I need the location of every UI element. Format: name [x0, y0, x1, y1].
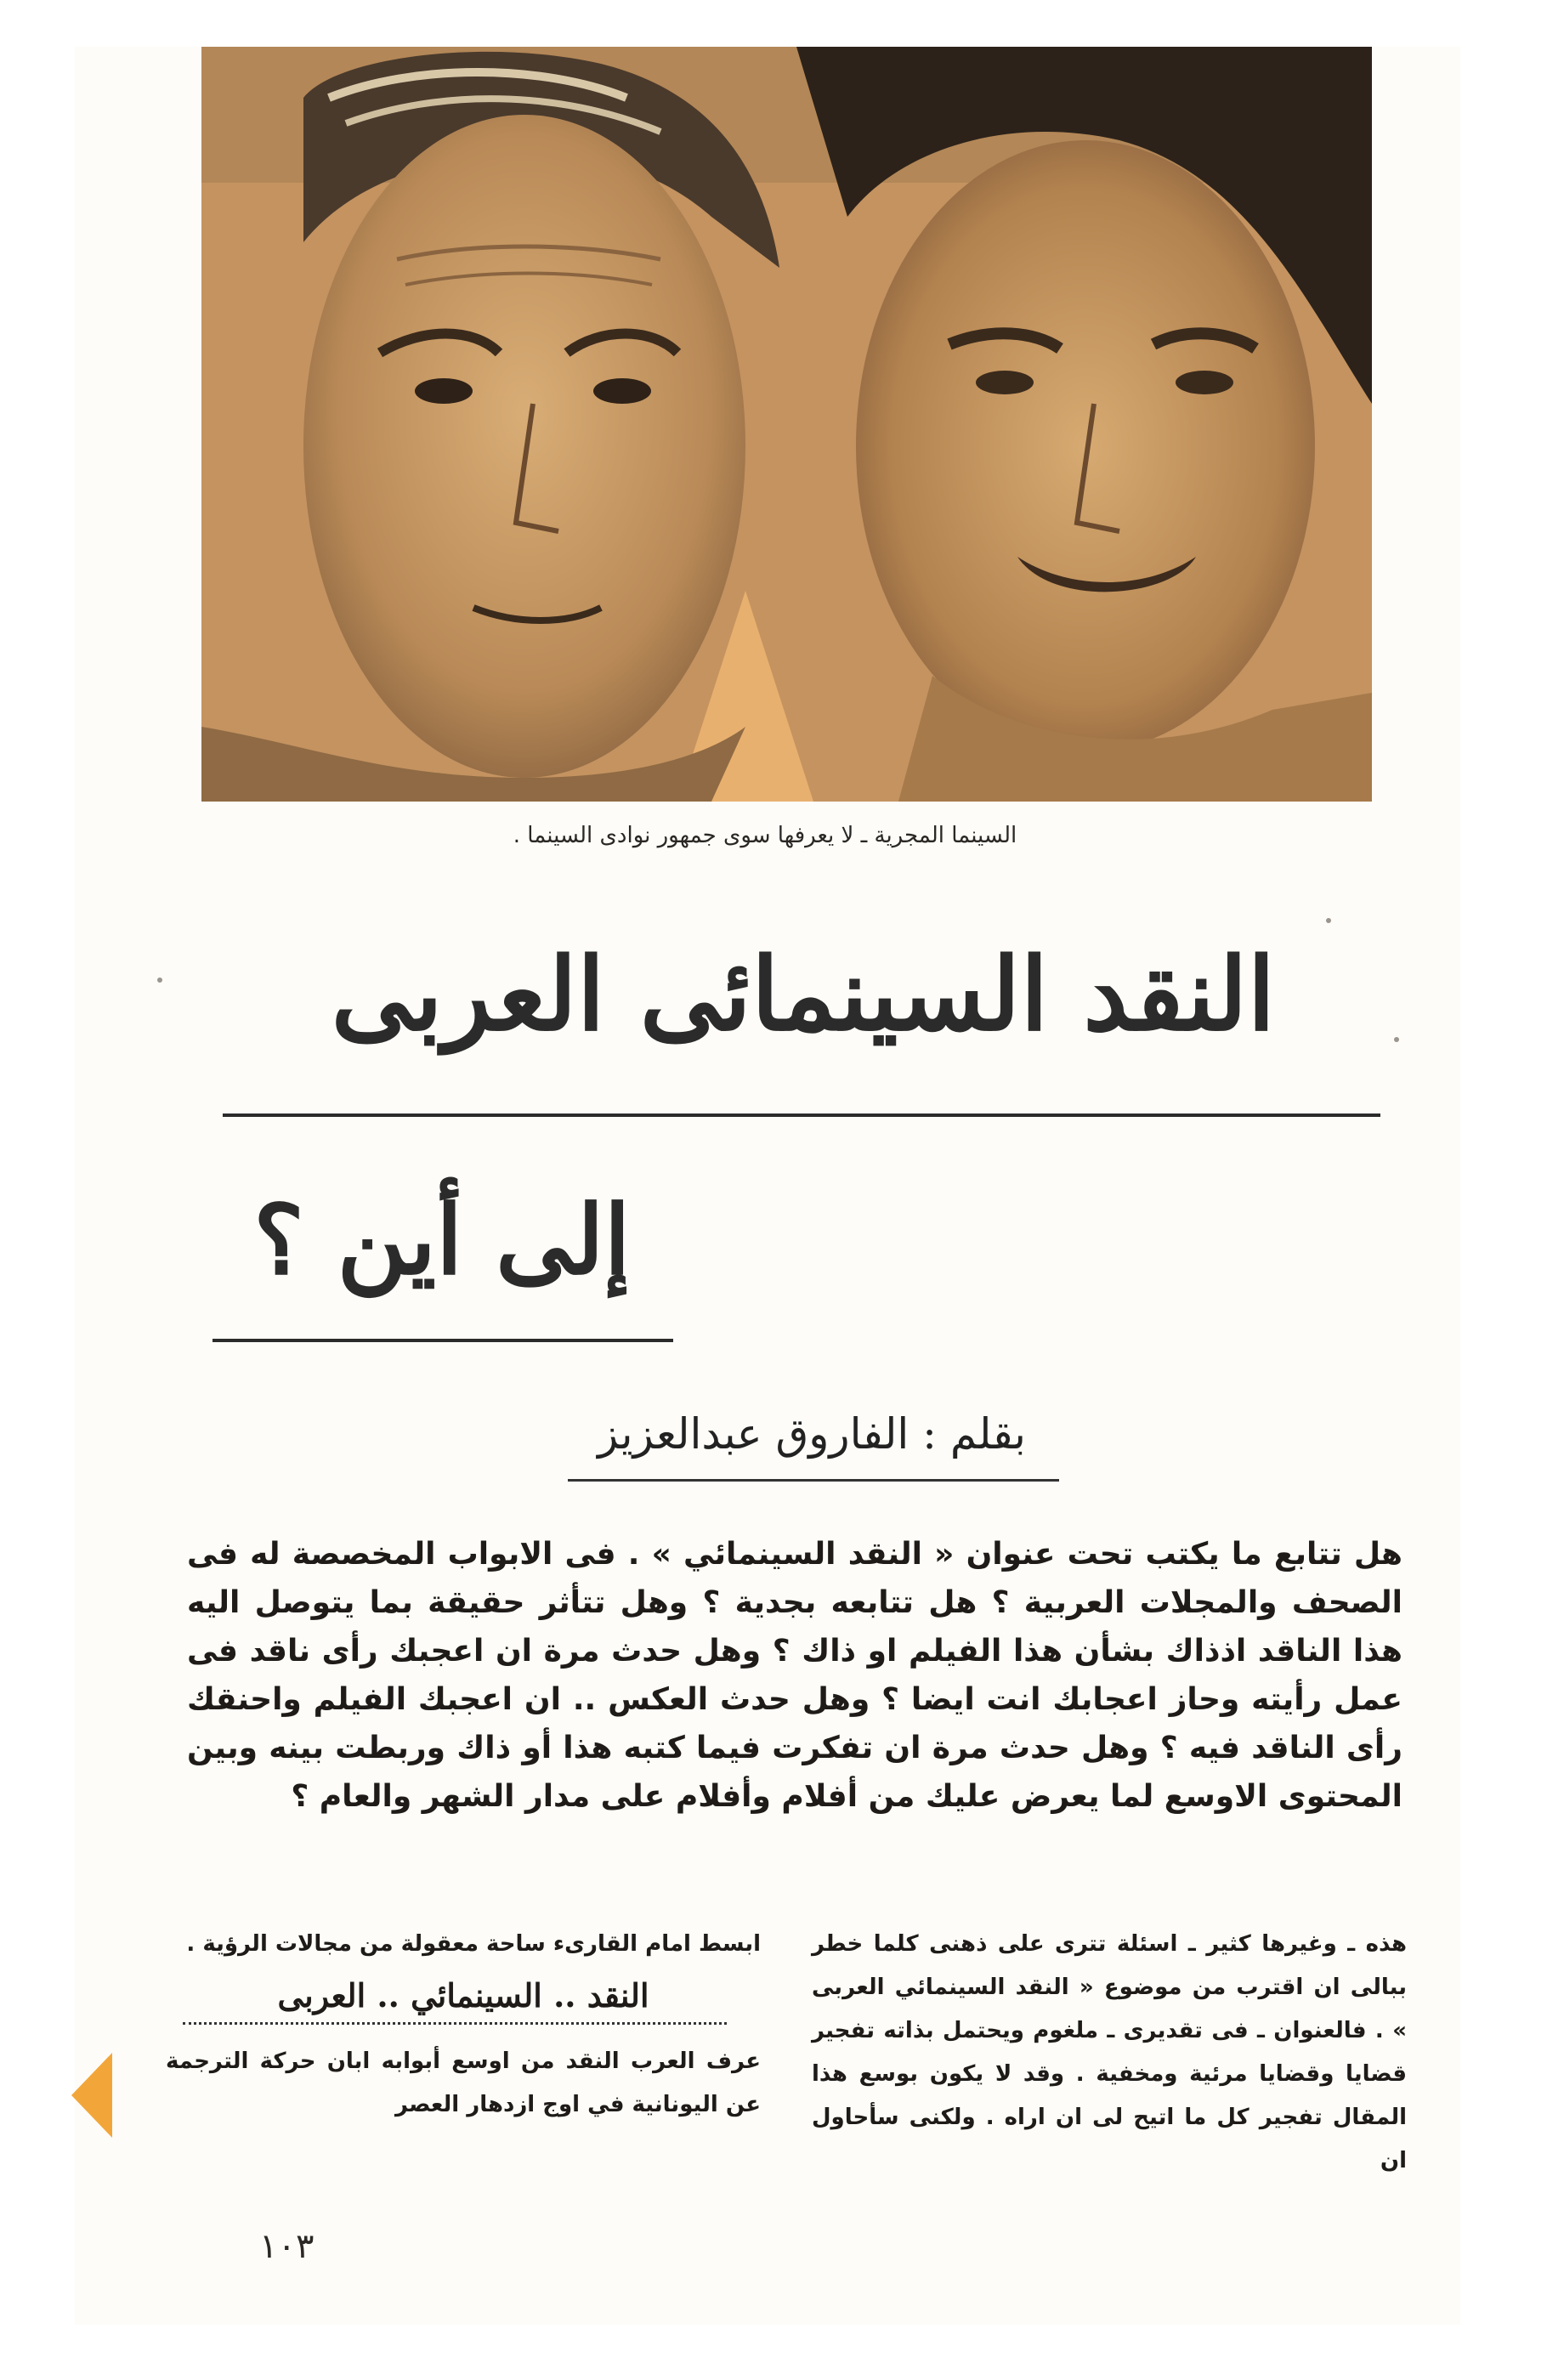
page-number: ١٠٣ — [259, 2227, 314, 2266]
headline-rule-2 — [212, 1339, 673, 1342]
column-left-bottom-text: عرف العرب النقد من اوسع أبوابه ابان حركة الترجمة عن اليونانية في اوج ازدهار العصر — [166, 2048, 761, 2117]
page-edge-marker-icon — [71, 2053, 112, 2138]
section-subheading: النقد .. السينمائي .. العربى — [277, 1976, 649, 2014]
print-speck — [1326, 918, 1331, 923]
column-right — [812, 1923, 1407, 2183]
subheading-wavy-rule — [183, 2022, 727, 2025]
intro-paragraph: هل تتابع ما يكتب تحت عنوان « النقد السينمائي » . فى الابواب المخصصة له فى الصحف والمجلات العربية ؟ هل تتابعه بجدية ؟ وهل تتأثر حقيقة بما يتوصل اليه هذا الناقد اذذاك بشأن هذا الفيلم او ذاك ؟ وهل حدث مرة ان اعجبك رأى ناقد فى عمل رأيته وحاز اعجابك انت ايضا ؟ وهل حدث العكس .. ان اعجبك الفيلم واحنقك رأى الناقد فيه ؟ وهل حدث مرة ان تفكرت فيما كتبه هذا أو ذاك وربطت بينه وبين المحتوى الاوسع لما يعرض عليك من أفلام وأفلام على مدار الشهر والعام ؟ — [187, 1537, 1402, 1814]
photo-two-faces — [201, 47, 1372, 802]
column-left — [166, 1923, 761, 2127]
column-left-top-text: ابسط امام القارىء ساحة معقولة من مجالات الرؤية . — [186, 1931, 761, 1957]
byline-underline — [568, 1479, 1059, 1482]
headline-line-1: النقد السينمائى العربى — [331, 935, 1276, 1053]
photo-illustration — [201, 47, 1372, 802]
headline-rule-1 — [223, 1114, 1380, 1117]
byline: بقلم : الفاروق عبدالعزيز — [598, 1409, 1026, 1459]
print-speck — [157, 978, 162, 983]
print-speck — [1394, 1037, 1399, 1042]
photo-caption: السينما المجرية ـ لا يعرفها سوى جمهور نوادى السينما . — [513, 823, 1017, 848]
headline-line-2: إلى أين ؟ — [253, 1185, 631, 1296]
column-right-text: هذه ـ وغيرها كثير ـ اسئلة تترى على ذهنى كلما خطر ببالى ان اقترب من موضوع « النقد السينمائي العربى » . فالعنوان ـ فى تقديرى ـ ملغوم ويحتمل بذاته تفجير قضايا وقضايا مرئية ومخفية . وقد لا يكون بوسع هذا المقال تفجير كل ما اتيح لى ان اراه . ولكنى سأحاول ان — [812, 1931, 1407, 2173]
